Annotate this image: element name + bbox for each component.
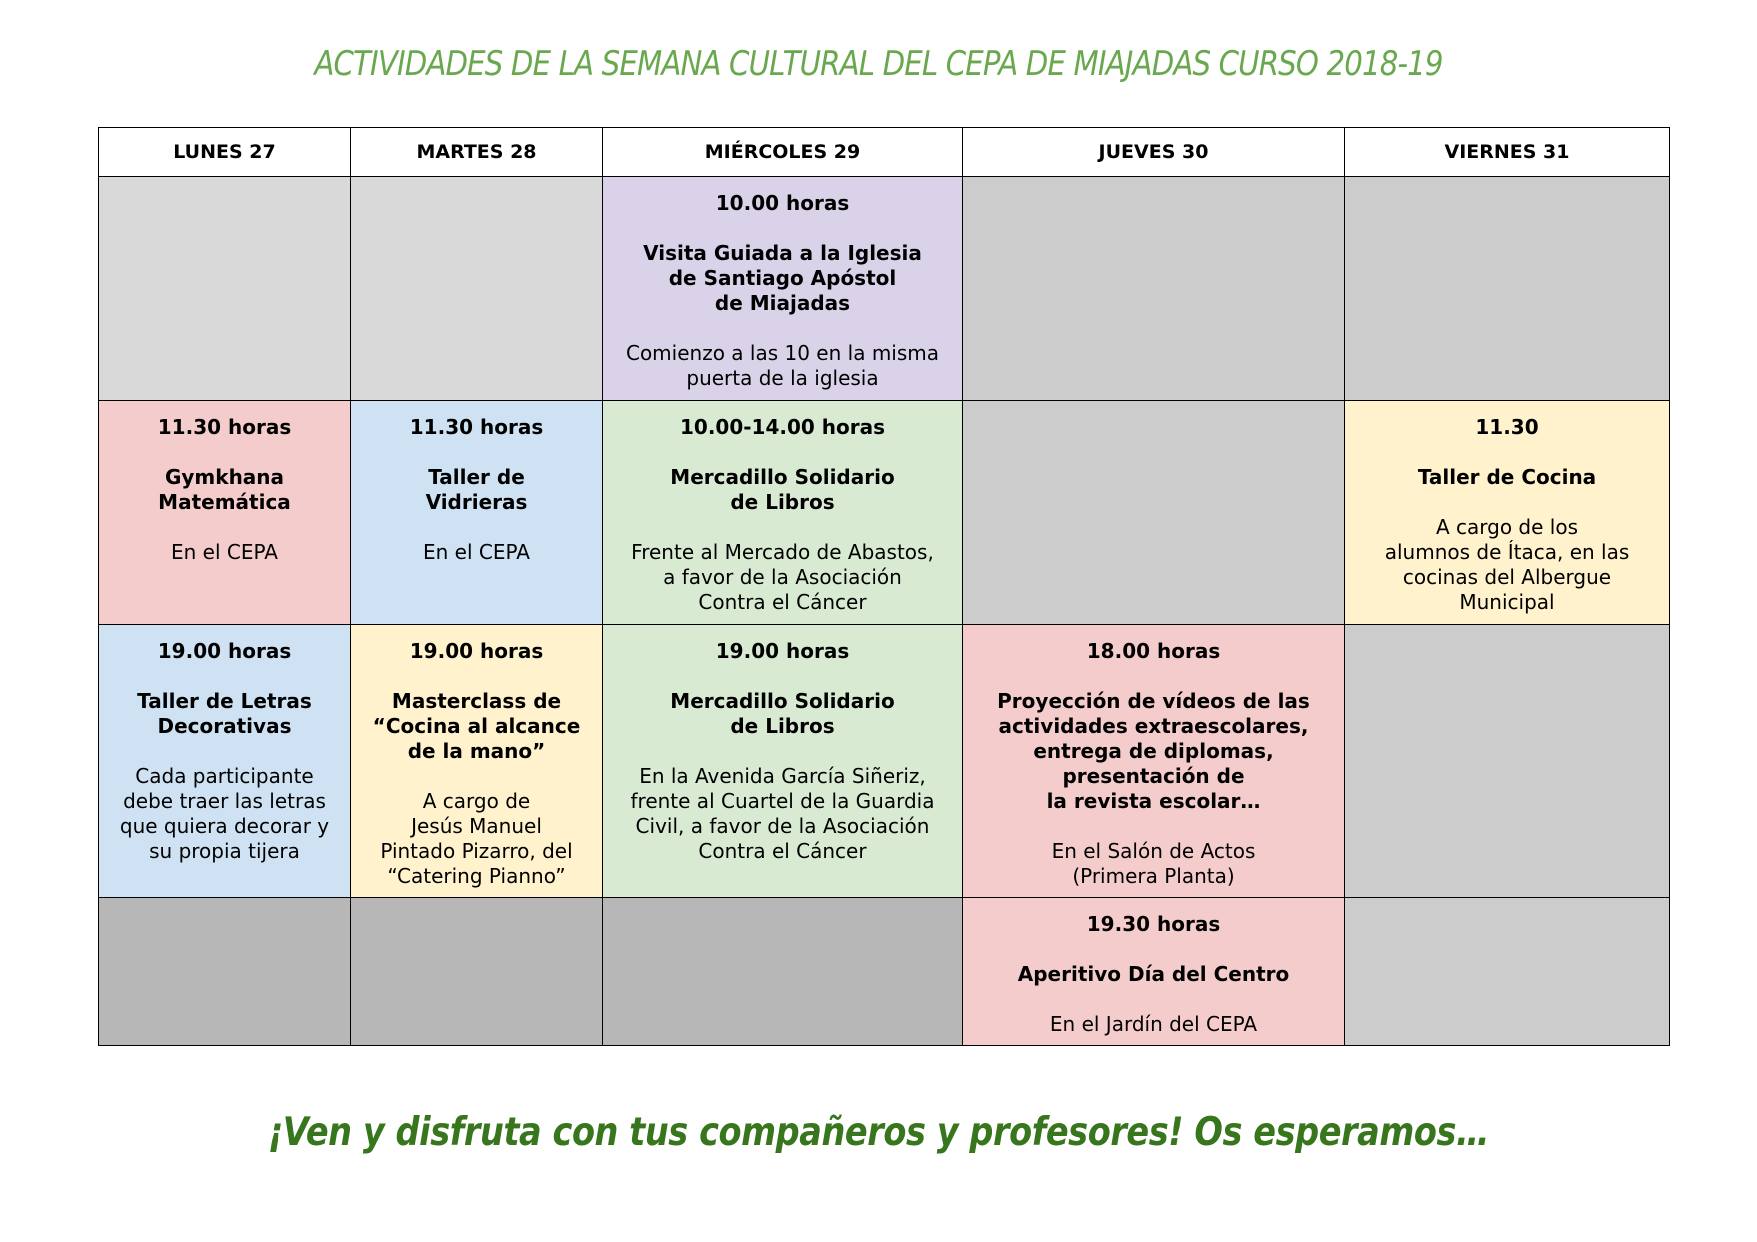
activity-place: Cada participante debe traer las letras que quiera decorar y su propia tijera — [119, 764, 330, 863]
day-header-monday: LUNES 27 — [99, 128, 351, 177]
activity-place: En la Avenida García Siñeriz, frente al Cuartel de la Guardia Civil, a favor de la Asociación Contra el Cáncer — [630, 764, 935, 863]
empty-cell — [603, 898, 963, 1046]
empty-cell — [351, 177, 603, 401]
footer-invitation: ¡Ven y disfruta con tus compañeros y profesores! Os esperamos… — [267, 1110, 1490, 1155]
activity-name: Aperitivo Día del Centro — [1017, 962, 1290, 986]
empty-cell — [1345, 625, 1670, 898]
activity-place: Comienzo a las 10 en la misma puerta de la iglesia — [625, 341, 940, 390]
activity-place: En el Jardín del CEPA — [1049, 1012, 1258, 1036]
activity-name: Masterclass de “Cocina al alcance de la mano” — [372, 689, 581, 763]
day-header-wednesday: MIÉRCOLES 29 — [603, 128, 963, 177]
activity-cell — [603, 401, 963, 625]
activity-time: 11.30 horas — [157, 415, 292, 439]
activity-cell — [1345, 401, 1670, 625]
activity-name: Gymkhana Matemática — [158, 465, 291, 514]
activity-name: Taller de Cocina — [1417, 465, 1597, 489]
activity-time: 11.30 — [1475, 415, 1539, 439]
empty-cell — [99, 177, 351, 401]
activity-time: 19.30 horas — [1086, 912, 1221, 936]
activity-time: 10.00-14.00 horas — [679, 415, 886, 439]
empty-cell — [1345, 898, 1670, 1046]
activity-name: Mercadillo Solidario de Libros — [670, 465, 895, 514]
activity-cell — [351, 625, 603, 898]
day-header-thursday: JUEVES 30 — [963, 128, 1345, 177]
activity-time: 19.00 horas — [409, 639, 544, 663]
activity-time: 19.00 horas — [157, 639, 292, 663]
activity-cell — [99, 401, 351, 625]
activity-name: Proyección de vídeos de las actividades extraescolares, entrega de diplomas, presentación de la revista escolar… — [997, 689, 1310, 813]
activity-cell — [603, 177, 963, 401]
activities-schedule-table — [98, 127, 1670, 1046]
empty-cell — [351, 898, 603, 1046]
activity-name: Taller de Letras Decorativas — [137, 689, 312, 738]
activity-cell — [603, 625, 963, 898]
empty-cell — [963, 177, 1345, 401]
empty-cell — [99, 898, 351, 1046]
empty-cell — [963, 401, 1345, 625]
empty-cell — [1345, 177, 1670, 401]
activity-place: En el CEPA — [423, 540, 530, 564]
day-header-row — [99, 128, 1670, 177]
activity-cell — [351, 401, 603, 625]
day-header-tuesday: MARTES 28 — [351, 128, 603, 177]
activity-place: En el CEPA — [171, 540, 278, 564]
activity-name: Visita Guiada a la Iglesia de Santiago Apóstol de Miajadas — [643, 241, 922, 315]
activity-time: 10.00 horas — [715, 191, 850, 215]
activity-time: 19.00 horas — [715, 639, 850, 663]
schedule-row-3 — [99, 625, 1670, 898]
activity-name: Mercadillo Solidario de Libros — [670, 689, 895, 738]
activity-cell — [963, 625, 1345, 898]
schedule-row-1 — [99, 177, 1670, 401]
activity-cell — [99, 625, 351, 898]
activity-place: Frente al Mercado de Abastos, a favor de la Asociación Contra el Cáncer — [631, 540, 934, 614]
activity-place: A cargo de Jesús Manuel Pintado Pizarro, del “Catering Pianno” — [380, 789, 573, 888]
activity-cell — [963, 898, 1345, 1046]
schedule-row-2 — [99, 401, 1670, 625]
activity-time: 18.00 horas — [1086, 639, 1221, 663]
activity-time: 11.30 horas — [409, 415, 544, 439]
page-title: ACTIVIDADES DE LA SEMANA CULTURAL DEL CEPA DE MIAJADAS CURSO 2018-19 — [314, 44, 1443, 84]
activity-place: A cargo de los alumnos de Ítaca, en las cocinas del Albergue Municipal — [1384, 515, 1630, 614]
activity-name: Taller de Vidrieras — [425, 465, 528, 514]
activity-place: En el Salón de Actos (Primera Planta) — [1051, 839, 1256, 888]
day-header-friday: VIERNES 31 — [1345, 128, 1670, 177]
schedule-row-4 — [99, 898, 1670, 1046]
